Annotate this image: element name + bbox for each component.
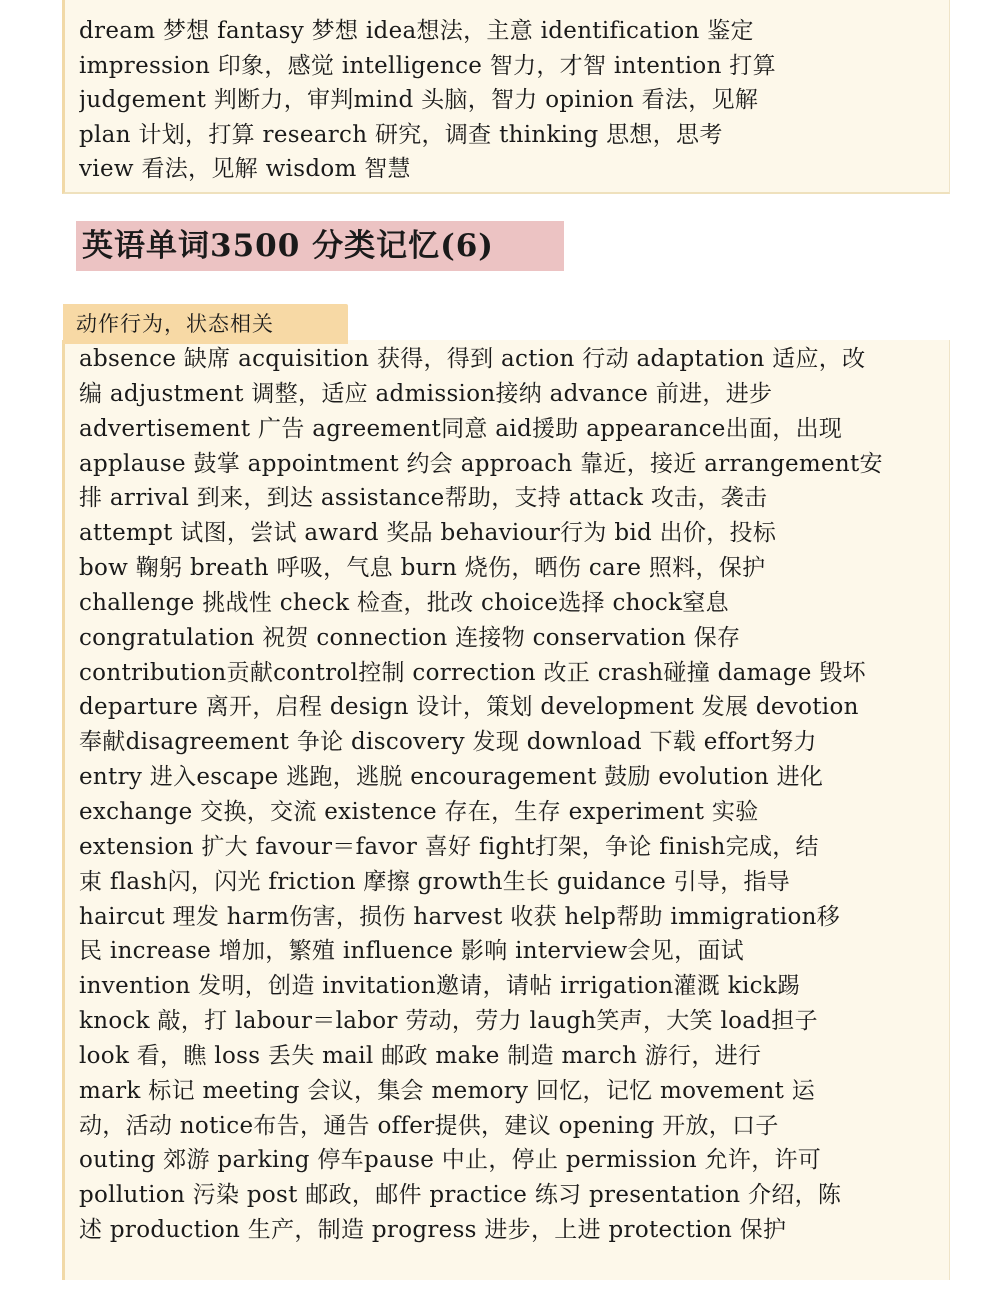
vocab-line: 束 flash闪，闪光 friction 摩擦 growth生长 guidance 引导，指导	[79, 868, 791, 895]
vocab-line: impression 印象，感觉 intelligence 智力，才智 intention 打算	[79, 52, 776, 79]
vocab-line: congratulation 祝贺 connection 连接物 conservation 保存	[79, 624, 741, 651]
vocab-line: applause 鼓掌 appointment 约会 approach 靠近，接近 arrangement安	[79, 450, 883, 477]
vocab-line: knock 敲，打 labour＝labor 劳动，劳力 laugh笑声，大笑 load担子	[79, 1008, 818, 1035]
vocab-line: bow 鞠躬 breath 呼吸，气息 burn 烧伤，晒伤 care 照料，保护	[79, 555, 766, 582]
vocab-line: 编 adjustment 调整，适应 admission接纳 advance 前进，进步	[79, 380, 773, 407]
top-vocabulary-card	[62, 0, 950, 194]
page-title: 英语单词3500 分类记忆(6)	[76, 221, 564, 271]
vocab-line: view 看法，见解 wisdom 智慧	[79, 156, 411, 183]
vocab-line: judgement 判断力，审判mind 头脑，智力 opinion 看法，见解	[79, 87, 759, 114]
vocab-line: 述 production 生产，制造 progress 进步，上进 protection 保护	[79, 1217, 787, 1244]
vocab-line: dream 梦想 fantasy 梦想 idea想法，主意 identification 鉴定	[79, 18, 754, 44]
vocab-line: mark 标记 meeting 会议，集会 memory 回忆，记忆 movement 运	[79, 1077, 816, 1104]
vocab-line: advertisement 广告 agreement同意 aid援助 appearance出面，出现	[79, 415, 843, 442]
vocab-line: departure 离开，启程 design 设计，策划 development 发展 devotion	[79, 694, 859, 721]
vocab-line: extension 扩大 favour＝favor 喜好 fight打架，争论 finish完成，结	[79, 833, 819, 860]
section-heading: 动作行为，状态相关	[63, 304, 348, 344]
vocab-line: 民 increase 增加，繁殖 influence 影响 interview会见，面试	[79, 938, 744, 965]
vocab-line: contribution贡献control控制 correction 改正 crash碰撞 damage 毁坏	[79, 659, 866, 686]
top-vocabulary-lines	[79, 14, 939, 187]
vocab-line: challenge 挑战性 check 检查，批改 choice选择 chock窒息	[79, 589, 729, 616]
vocab-line: 排 arrival 到来，到达 assistance帮助，支持 attack 攻击，袭击	[79, 485, 768, 512]
vocab-line: 奉献disagreement 争论 discovery 发现 download 下载 effort努力	[79, 729, 817, 756]
vocab-line: plan 计划，打算 research 研究，调查 thinking 思想，思考	[79, 121, 723, 148]
vocab-line: attempt 试图，尝试 award 奖品 behaviour行为 bid 出价，投标	[79, 520, 777, 547]
vocab-line: haircut 理发 harm伤害，损伤 harvest 收获 help帮助 immigration移	[79, 903, 841, 930]
vocab-line: outing 郊游 parking 停车pause 中止，停止 permission 允许，许可	[79, 1147, 822, 1174]
vocab-line: pollution 污染 post 邮政，邮件 practice 练习 presentation 介绍，陈	[79, 1182, 842, 1209]
vocab-line: look 看，瞧 loss 丢失 mail 邮政 make 制造 march 游行，进行	[79, 1042, 762, 1069]
vocab-line: absence 缺席 acquisition 获得，得到 action 行动 adaptation 适应，改	[79, 346, 866, 372]
vocab-line: entry 进入escape 逃跑，逃脱 encouragement 鼓励 evolution 进化	[79, 764, 824, 791]
section-vocabulary-card	[62, 340, 950, 1280]
vocab-line: exchange 交换，交流 existence 存在，生存 experiment 实验	[79, 798, 759, 825]
vocab-line: invention 发明，创造 invitation邀请，请帖 irrigation灌溉 kick踢	[79, 973, 801, 1000]
vocab-line: 动，活动 notice布告，通告 offer提供，建议 opening 开放，口子	[79, 1112, 779, 1139]
section-vocabulary-lines	[79, 342, 939, 1248]
